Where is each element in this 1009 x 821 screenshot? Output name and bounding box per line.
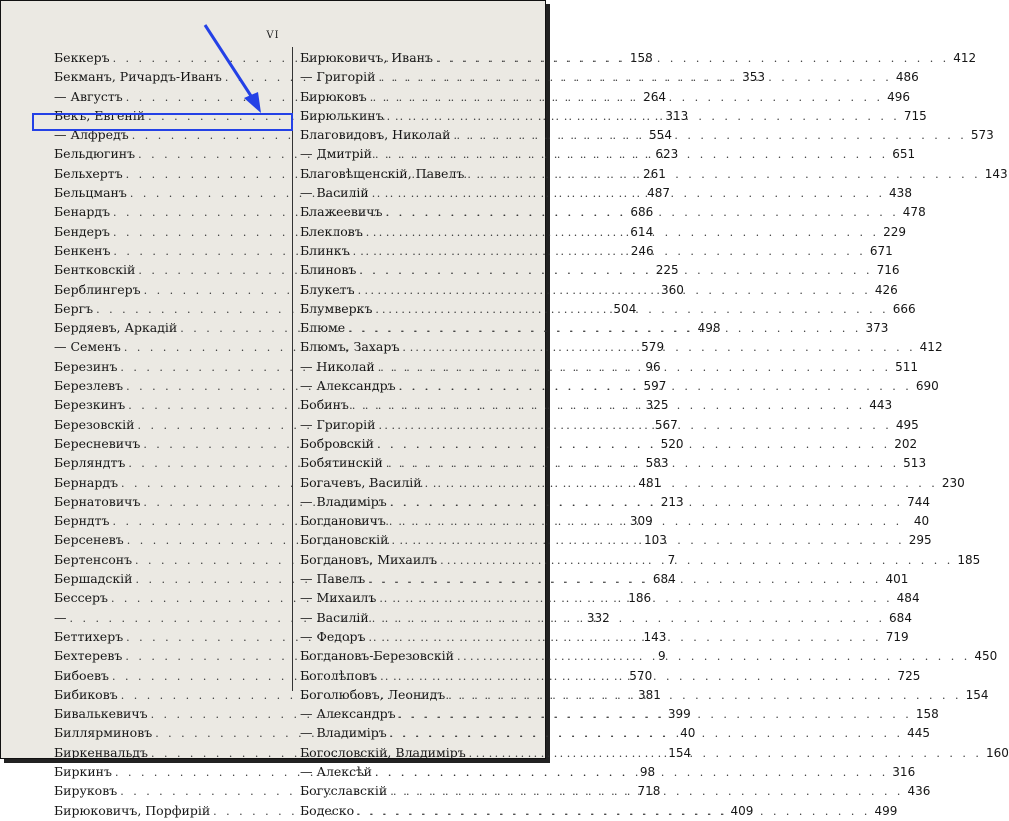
entry-page: 426 [874,282,898,297]
entry-name: — Августъ [54,88,123,104]
entry-page: 499 [874,803,898,818]
entry-page: 436 [907,784,931,799]
dot-leader [375,763,888,782]
entry-page: 718 [637,784,661,799]
entry-page: 623 [655,147,679,162]
entry-name: Бернатовичъ [54,493,141,509]
entry-page: 445 [907,726,930,741]
entry-name: Бибиковъ [54,686,118,702]
entry-page: 567 [654,417,678,432]
entry-page: 401 [885,572,909,587]
entry-page: 158 [915,707,939,722]
entry-page: 450 [974,649,998,664]
entry-name: — [54,609,67,625]
entry-name: Бересневичъ [54,435,141,451]
entry-page: 225 [655,263,679,278]
entry-name: — Александръ [300,378,396,394]
entry-name: Бехтеревъ [54,648,123,664]
entry-name: Бельхертъ [54,165,123,181]
entry-name: Бендеръ [54,223,110,239]
entry-page: 570 [629,668,653,683]
entry-name: — Федоръ [300,628,366,644]
entry-name: Блюмъ, Захаръ [300,339,400,355]
entry-page: 666 [892,301,916,316]
entry-name: Бобровскій [300,435,374,451]
entry-page: 684 [652,572,676,587]
entry-page: 399 [667,707,691,722]
dot-leader [469,744,982,763]
page-number: VI [266,30,280,41]
entry-name: Блажеевичъ [300,204,383,220]
entry-page: 520 [660,436,684,451]
entry-name: Богуславскій [300,783,388,799]
entry-page: 154 [965,687,989,702]
entry-name: — Алфредъ [54,127,129,143]
entry-page: 614 [630,224,654,239]
entry-name: Берндтъ [54,513,110,529]
entry-name: Бодеско [300,802,355,818]
entry-page: 744 [907,494,930,509]
entry-name: Бирюлькинъ [300,107,384,123]
entry-page: 143 [643,629,667,644]
entry-page: 295 [908,533,932,548]
entry-page: 213 [660,494,684,509]
entry-name: Бобятинскій [300,455,383,471]
entry-page: 511 [895,359,919,374]
entry-name: Бирюковичъ, Иванъ [300,50,433,65]
entry-page: 686 [630,205,654,220]
entry-page: 316 [892,764,916,779]
entry-name: Беккеръ [54,50,110,65]
entry-name: Блукетъ [300,281,355,297]
entry-page: 725 [897,668,921,683]
entry-name: Благовѣщенскій, Павелъ [300,165,465,181]
entry-name: Бируковъ [54,783,118,799]
entry-name: Березовскій [54,416,135,432]
entry-name: Бирюковичъ, Порфирій [54,802,211,818]
entry-page: 230 [941,475,965,490]
entry-name: Берблингеръ [54,281,141,297]
entry-page: 495 [895,417,919,432]
dot-leader [357,802,870,821]
entry-page: 246 [630,243,654,258]
entry-page: 651 [892,147,916,162]
entry-name: — Василій [300,609,369,625]
entry-page: 9 [657,649,666,664]
entry-page: 554 [649,128,672,143]
entry-page: 583 [645,456,669,471]
annotation-arrow-icon [1,1,545,758]
entry-page: 186 [628,591,652,606]
entry-page: 496 [887,89,910,104]
dot-leader [390,782,903,801]
entry-name: Богдановъ, Михаилъ [300,551,438,567]
entry-name: — Владиміръ [300,725,387,741]
entry-page: 158 [629,51,653,65]
entry-page: 103 [644,533,667,548]
entry-page: 98 [639,764,656,779]
entry-name: Биллярминовъ [54,725,153,741]
entry-page: 360 [660,282,684,297]
entry-name: Блинкъ [300,242,350,258]
entry-page: 484 [896,591,920,606]
entry-name: Бельдюгинъ [54,146,136,162]
entry-name: Бенкенъ [54,242,111,258]
entry-page: 513 [903,456,927,471]
entry-name: — Дмитрій [300,146,372,162]
entry-page: 40 [913,514,930,529]
entry-name: Богдановичъ [300,513,386,529]
entry-page: 261 [642,166,666,181]
entry-page: 96 [645,359,661,374]
entry-name: — Семенъ [54,339,121,355]
entry-name: Богачевъ, Василій [300,474,422,490]
entry-page: 486 [895,70,919,85]
entry-page: 353 [742,70,766,85]
entry-name: — Григорій [300,416,376,432]
entry-page: 715 [903,108,927,123]
entry-name: Биркенвальдъ [54,744,148,760]
entry-page: 481 [638,475,662,490]
entry-page: 573 [970,128,994,143]
entry-page: 478 [902,205,926,220]
entry-page: 438 [889,186,912,201]
entry-name: — Николай [300,358,375,374]
entry-page: 325 [645,398,669,413]
entry-page: 313 [665,108,689,123]
entry-page: 264 [643,89,666,104]
entry-name: Бергъ [54,300,94,316]
entry-name: Бивалькевичъ [54,706,148,722]
entry-page: 381 [638,687,661,702]
entry-page: 719 [885,629,909,644]
entry-page: 7 [667,552,676,567]
entry-page: 671 [869,243,893,258]
entry-name: Бобинъ [300,397,349,413]
entry-name: Бельцманъ [54,185,127,201]
entry-name: Блиновъ [300,262,357,278]
entry-name: Богдановъ-Березовскій [300,648,454,664]
entry-name: — Владиміръ [300,493,387,509]
entry-name: Березлевъ [54,378,124,394]
entry-name: Бердяевъ, Аркадій [54,320,178,336]
entry-page: 412 [953,51,977,65]
entry-page: 185 [957,552,981,567]
entry-name: Беттихеръ [54,628,124,644]
entry-name: Бекманъ, Ричардъ-Иванъ [54,69,222,85]
entry-name: Богословскій, Владиміръ [300,744,466,760]
entry-page: 487 [647,186,671,201]
entry-name: Благовидовъ, Николай [300,127,451,143]
entry-name: — Алексѣй [300,763,372,779]
entry-name: Бершадскій [54,571,133,587]
entry-name: Березинъ [54,358,118,374]
entry-page: 684 [889,610,912,625]
entry-name: Боголѣповъ [300,667,378,683]
entry-page: 443 [869,398,893,413]
entry-name: Бертенсонъ [54,551,133,567]
entry-page: 498 [697,321,721,336]
entry-page: 160 [986,745,1009,760]
entry-page: 716 [876,263,900,278]
entry-page: 409 [730,803,754,818]
entry-page: 690 [915,379,939,394]
entry-page: 229 [883,224,907,239]
entry-page: 143 [984,166,1008,181]
entry-name: Бирюковъ [300,88,367,104]
entry-name: Бекъ, Евгеній [54,107,146,123]
entry-name: Бибоевъ [54,667,109,683]
entry-page: 154 [668,745,692,760]
entry-name: Блюме [300,320,346,336]
entry-name: Бессеръ [54,590,108,606]
entry-page: 597 [643,379,667,394]
entry-name: — Григорій [300,69,376,85]
entry-name: Берсеневъ [54,532,124,548]
entry-name: Бентковскій [54,262,136,278]
entry-page: 332 [586,610,610,625]
entry-name: Блекловъ [300,223,363,239]
entry-name: — Василій [300,185,369,201]
entry-name: Блумверкъ [300,300,373,316]
entry-page: 504 [613,301,637,316]
entry-name: — Александръ [300,706,396,722]
entry-name: — Михаилъ [300,590,377,606]
entry-page: 579 [641,340,665,355]
entry-page: 373 [865,321,889,336]
entry-name: Бернардъ [54,474,119,490]
entry-name: Биркинъ [54,763,112,779]
entry-page: 309 [629,514,653,529]
entry-page: 202 [894,436,918,451]
entry-name: Боголюбовъ, Леонидъ [300,686,446,702]
entry-name: Бенардъ [54,204,111,220]
entry-page: 40 [680,726,696,741]
entry-name: Богдановскій [300,532,389,548]
entry-name: Березкинъ [54,397,126,413]
entry-name: Берляндтъ [54,455,126,471]
entry-page: 412 [919,340,943,355]
entry-name: — Павелъ [300,571,366,587]
